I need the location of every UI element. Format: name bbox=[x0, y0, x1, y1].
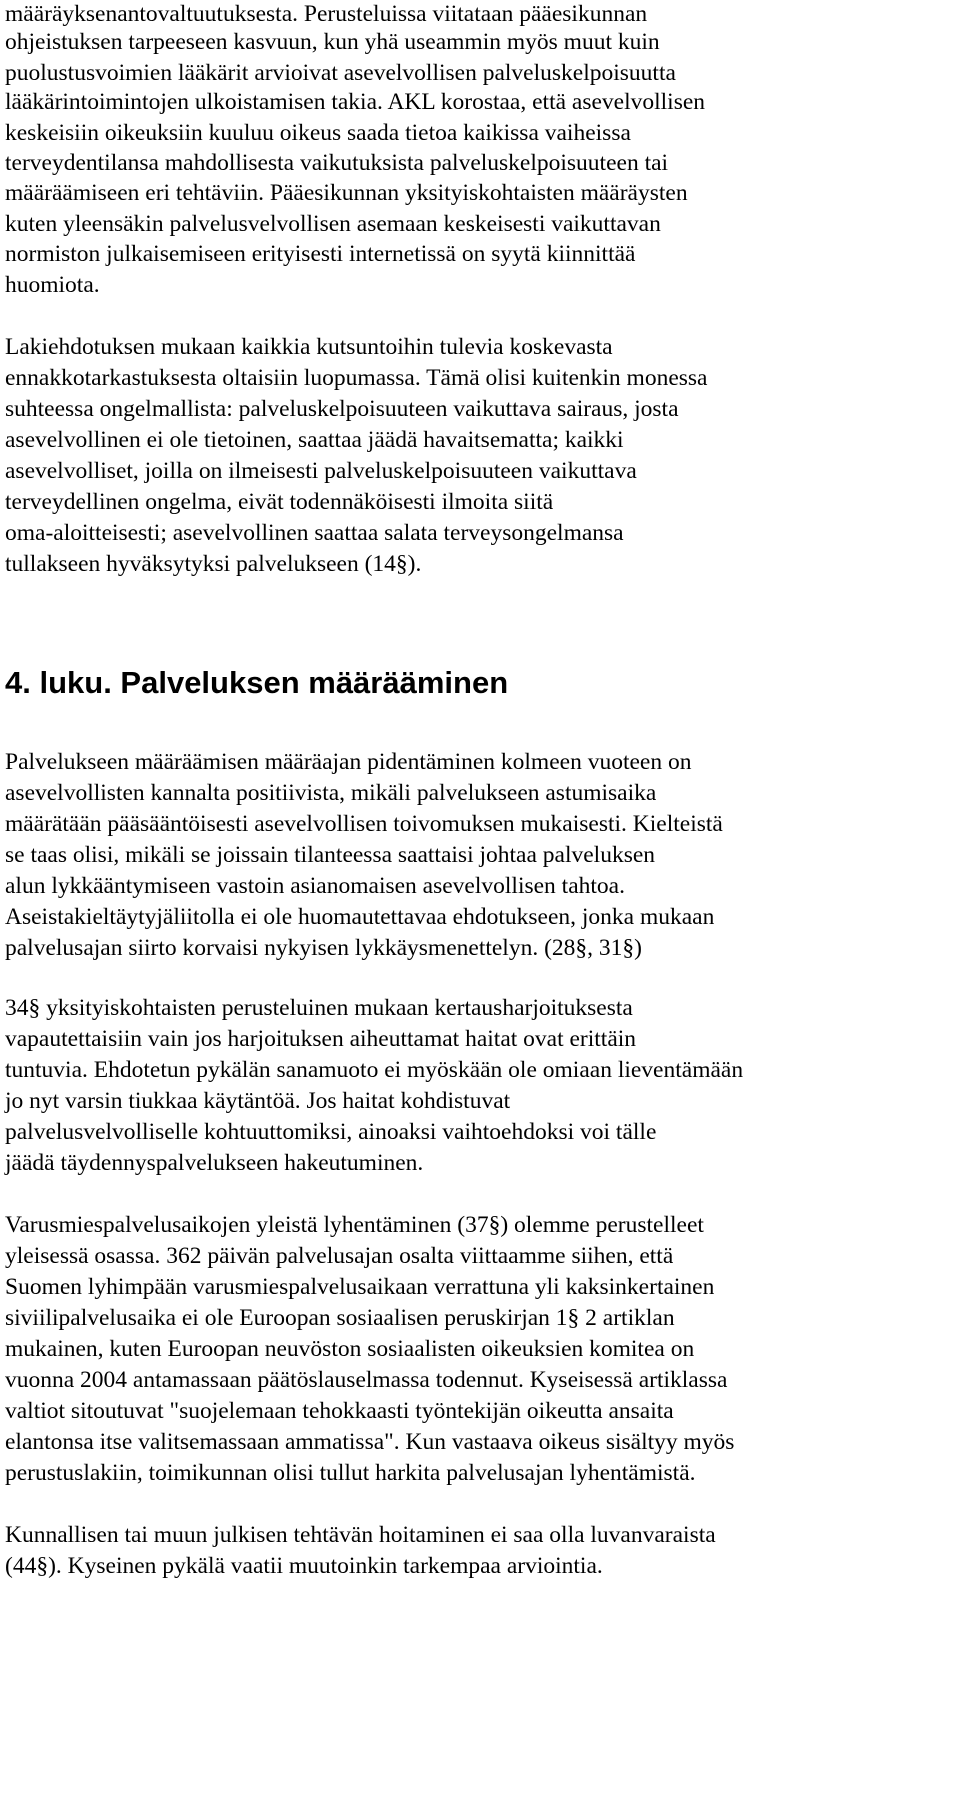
paragraph-2-line-4: asevelvollinen ei ole tietoinen, saattaa jäädä havaitsematta; kaikki bbox=[5, 427, 624, 453]
section-paragraph-2-line-3: tuntuvia. Ehdotetun pykälän sanamuoto ei myöskään ole omiaan lieventämään bbox=[5, 1057, 744, 1083]
paragraph-1-line-10: huomiota. bbox=[5, 272, 100, 298]
section-paragraph-2-line-1: 34§ yksityiskohtaisten perusteluinen mukaan kertausharjoituksesta bbox=[5, 995, 633, 1021]
section-paragraph-2-line-5: palvelusvelvolliselle kohtuuttomiksi, ainoaksi vaihtoehdoksi voi tälle bbox=[5, 1119, 657, 1145]
section-paragraph-3-line-6: vuonna 2004 antamassaan päätöslauselmassa todennut. Kyseisessä artiklassa bbox=[5, 1367, 728, 1393]
section-paragraph-3-line-7: valtiot sitoutuvat "suojelemaan tehokkaasti työntekijän oikeutta ansaita bbox=[5, 1398, 674, 1424]
paragraph-1-line-5: keskeisiin oikeuksiin kuuluu oikeus saada tietoa kaikissa vaiheissa bbox=[5, 120, 631, 146]
paragraph-1-line-1: määräyksenantovaltuutuksesta. Perusteluissa viitataan pääesikunnan bbox=[5, 1, 648, 27]
section-paragraph-1-line-5: alun lykkääntymiseen vastoin asianomaisen asevelvollisen tahtoa. bbox=[5, 873, 625, 899]
paragraph-1-line-6: terveydentilansa mahdollisesta vaikutuksista palveluskelpoisuuteen tai bbox=[5, 150, 669, 176]
paragraph-1-line-4: lääkärintoimintojen ulkoistamisen takia. AKL korostaa, että asevelvollisen bbox=[5, 89, 706, 115]
paragraph-1-line-8: kuten yleensäkin palvelusvelvollisen asemaan keskeisesti vaikuttavan bbox=[5, 211, 661, 237]
paragraph-1-line-3: puolustusvoimien lääkärit arvioivat asevelvollisen palveluskelpoisuutta bbox=[5, 60, 676, 86]
paragraph-2-line-6: terveydellinen ongelma, eivät todennäköisesti ilmoita siitä bbox=[5, 489, 554, 515]
section-paragraph-3-line-2: yleisessä osassa. 362 päivän palvelusajan osalta viittaamme siihen, että bbox=[5, 1243, 674, 1269]
section-paragraph-3-line-4: siviilipalvelusaika ei ole Euroopan sosiaalisen peruskirjan 1§ 2 artiklan bbox=[5, 1305, 675, 1331]
section-paragraph-3-line-8: elantonsa itse valitsemassaan ammatissa". Kun vastaava oikeus sisältyy myös bbox=[5, 1429, 735, 1455]
paragraph-1-line-2: ohjeistuksen tarpeeseen kasvuun, kun yhä useammin myös muut kuin bbox=[5, 29, 660, 55]
section-paragraph-3-line-3: Suomen lyhimpään varusmiespalvelusaikaan verrattuna yli kaksinkertainen bbox=[5, 1274, 715, 1300]
section-paragraph-2-line-2: vapautettaisiin vain jos harjoituksen aiheuttamat haitat ovat erittäin bbox=[5, 1026, 637, 1052]
section-paragraph-4-line-2: (44§). Kyseinen pykälä vaatii muutoinkin tarkempaa arviointia. bbox=[5, 1553, 603, 1579]
paragraph-1-line-9: normiston julkaisemiseen erityisesti internetissä on syytä kiinnittää bbox=[5, 241, 636, 267]
section-paragraph-3-line-1: Varusmiespalvelusaikojen yleistä lyhentäminen (37§) olemme perustelleet bbox=[5, 1212, 704, 1238]
paragraph-2-line-8: tullakseen hyväksytyksi palvelukseen (14§). bbox=[5, 551, 422, 577]
paragraph-2-line-1: Lakiehdotuksen mukaan kaikkia kutsuntoihin tulevia koskevasta bbox=[5, 334, 613, 360]
section-paragraph-2-line-4: jo nyt varsin tiukkaa käytäntöä. Jos haitat kohdistuvat bbox=[5, 1088, 511, 1114]
section-paragraph-4-line-1: Kunnallisen tai muun julkisen tehtävän hoitaminen ei saa olla luvanvaraista bbox=[5, 1522, 716, 1548]
section-heading: 4. luku. Palveluksen määrääminen bbox=[5, 665, 509, 700]
section-paragraph-1-line-4: se taas olisi, mikäli se joissain tilanteessa saattaisi johtaa palveluksen bbox=[5, 842, 656, 868]
section-paragraph-1-line-3: määrätään pääsääntöisesti asevelvollisen toivomuksen mukaisesti. Kielteistä bbox=[5, 811, 723, 837]
paragraph-2-line-5: asevelvolliset, joilla on ilmeisesti palveluskelpoisuuteen vaikuttava bbox=[5, 458, 637, 484]
section-paragraph-1-line-2: asevelvollisten kannalta positiivista, mikäli palvelukseen astumisaika bbox=[5, 780, 657, 806]
section-paragraph-3-line-9: perustuslakiin, toimikunnan olisi tullut harkita palvelusajan lyhentämistä. bbox=[5, 1460, 696, 1486]
section-paragraph-3-line-5: mukainen, kuten Euroopan neuvöston sosiaalisten oikeuksien komitea on bbox=[5, 1336, 695, 1362]
section-paragraph-1-line-7: palvelusajan siirto korvaisi nykyisen lykkäysmenettelyn. (28§, 31§) bbox=[5, 935, 642, 961]
section-paragraph-1-line-1: Palvelukseen määräämisen määräajan pidentäminen kolmeen vuoteen on bbox=[5, 749, 692, 775]
paragraph-2-line-7: oma-aloitteisesti; asevelvollinen saattaa salata terveysongelmansa bbox=[5, 520, 624, 546]
paragraph-2-line-2: ennakkotarkastuksesta oltaisiin luopumassa. Tämä olisi kuitenkin monessa bbox=[5, 365, 708, 391]
paragraph-2-line-3: suhteessa ongelmallista: palveluskelpoisuuteen vaikuttava sairaus, josta bbox=[5, 396, 679, 422]
paragraph-1-line-7: määräämiseen eri tehtäviin. Pääesikunnan yksityiskohtaisten määräysten bbox=[5, 180, 688, 206]
section-paragraph-2-line-6: jäädä täydennyspalvelukseen hakeutuminen. bbox=[5, 1150, 424, 1176]
section-paragraph-1-line-6: Aseistakieltäytyjäliitolla ei ole huomautettavaa ehdotukseen, jonka mukaan bbox=[5, 904, 715, 930]
